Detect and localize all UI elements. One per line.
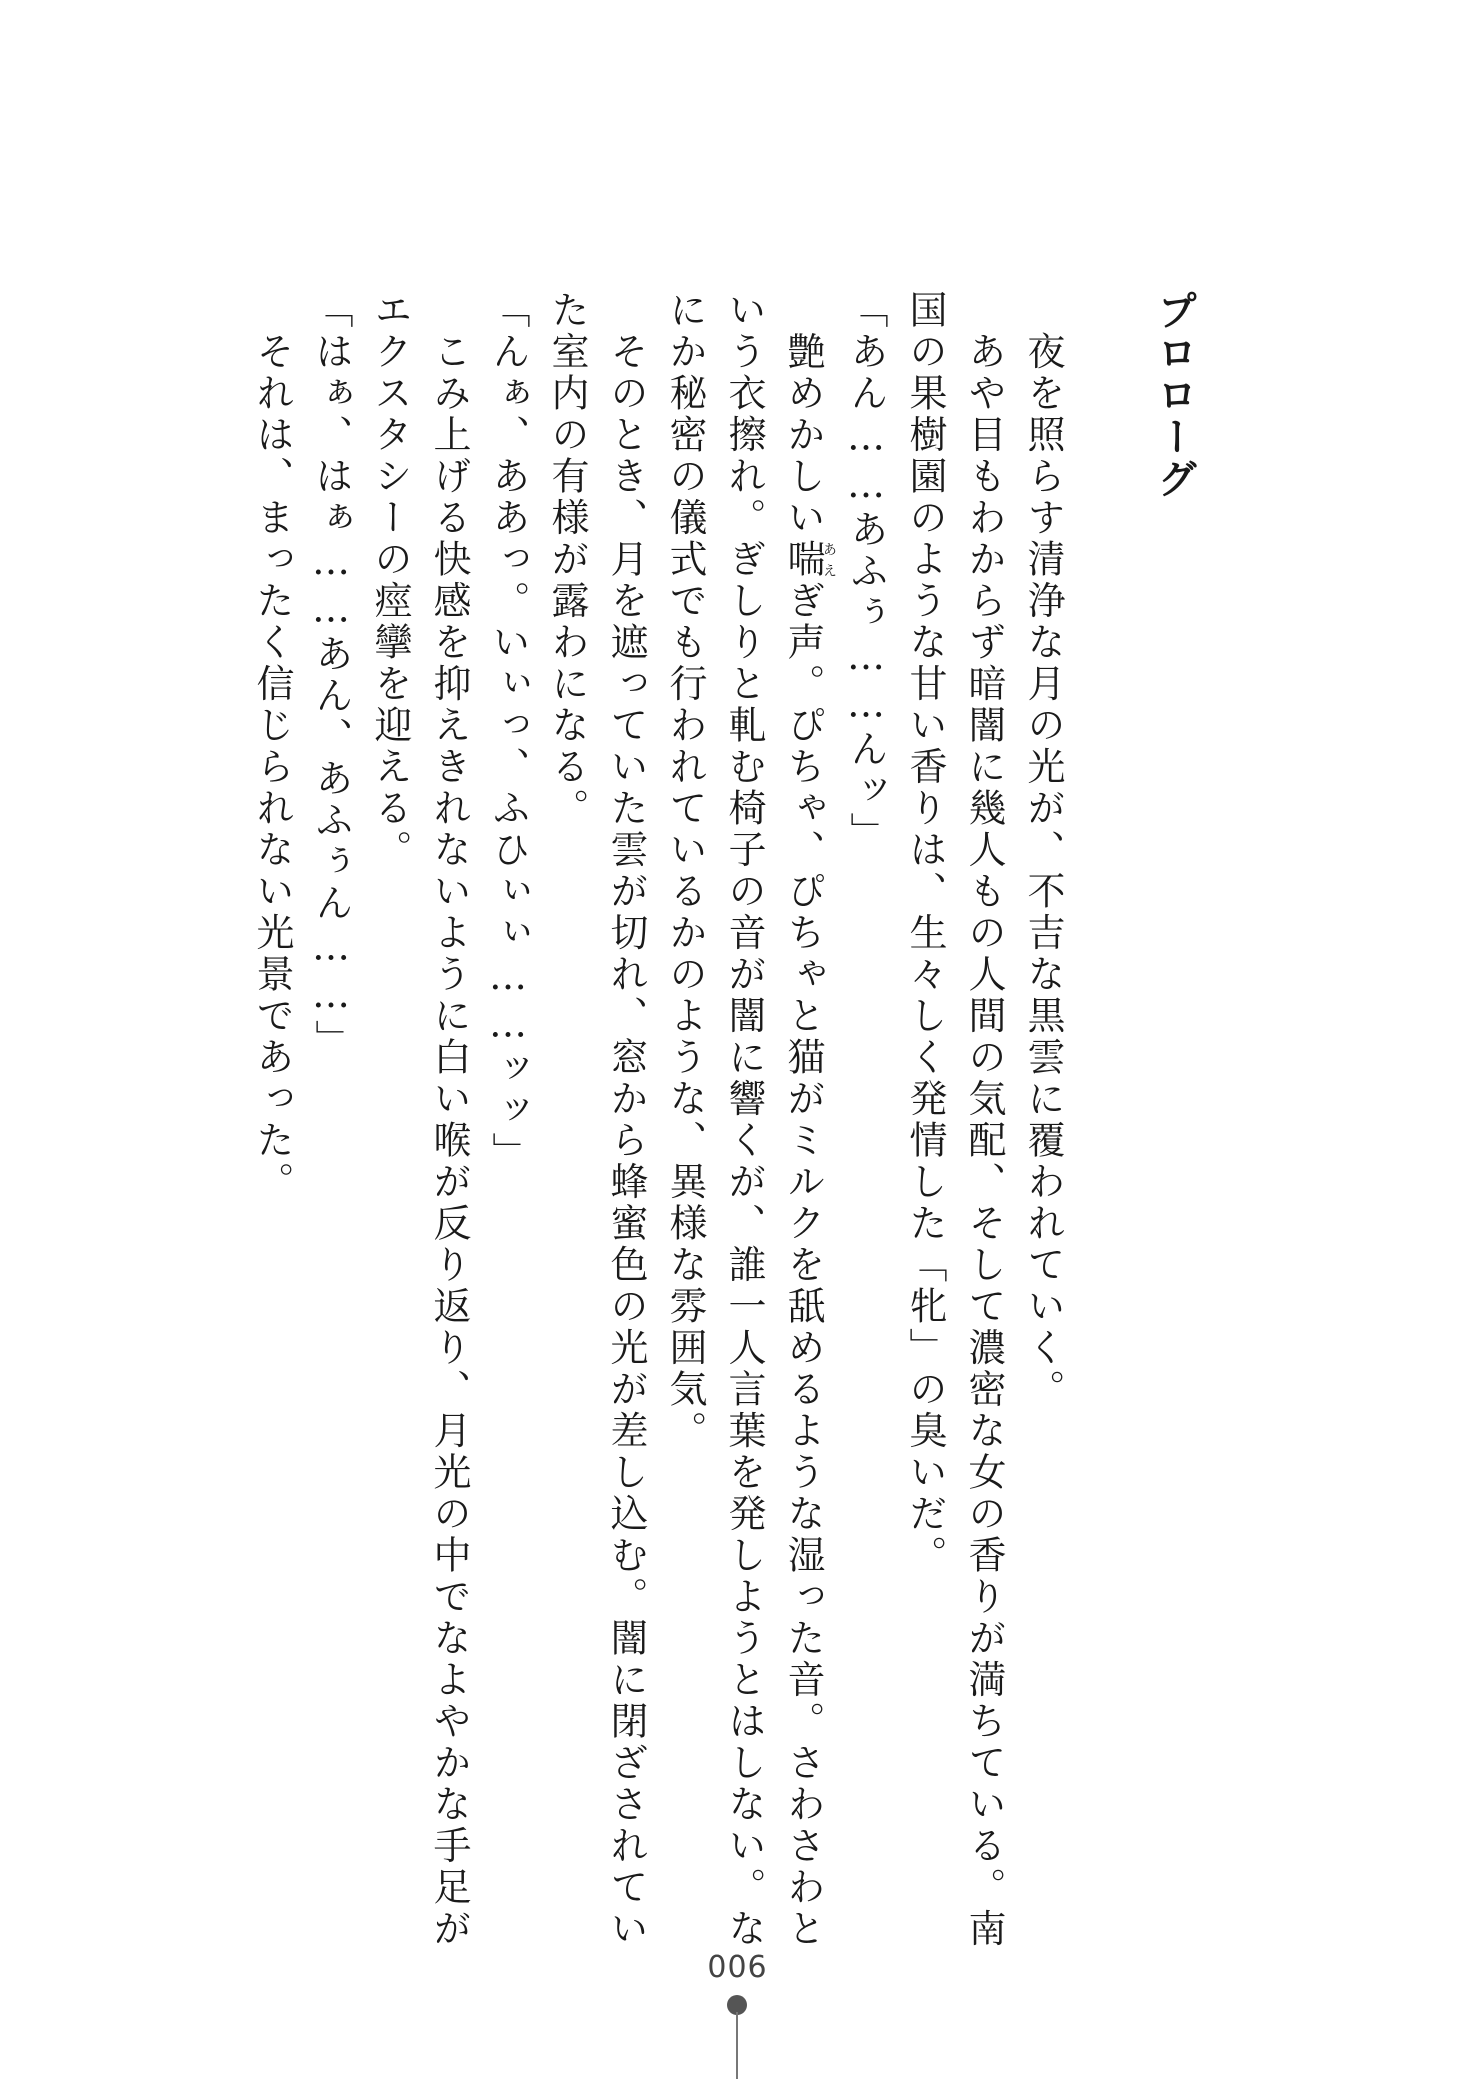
- ruby-base: 喘: [781, 539, 825, 581]
- text-line-10: 「んぁ、ああっ。いぃっ、ふひぃぃ……ッッ」: [486, 290, 530, 1174]
- page-marker-line: [736, 2012, 738, 2079]
- ruby-reading: あえ: [821, 539, 837, 581]
- text-line-4: 「あん……あふぅ……んッ」: [844, 290, 888, 854]
- text-line-7: にか秘密の儀式でも行われているかのような、異様な雰囲気。: [663, 290, 707, 1452]
- text-line-3: 国の果樹園のような甘い香りは、生々しく発情した「牝」の臭いだ。: [903, 290, 947, 1577]
- text-line-5-pre: 艶めかしい: [781, 290, 825, 539]
- text-line-2: あや目もわからず暗闇に幾人もの人間の気配、そして濃密な女の香りが満ちている。南: [962, 290, 1006, 1950]
- text-line-6: いう衣擦れ。ぎしりと軋む椅子の音が闇に響くが、誰一人言葉を発しようとはしない。な: [722, 290, 766, 1950]
- text-line-13: 「はぁ、はぁ……あん、あふぅん……」: [309, 290, 353, 1061]
- text-line-12: エクスタシーの痙攣を迎える。: [368, 290, 412, 871]
- text-line-8: そのとき、月を遮っていた雲が切れ、窓から蜂蜜色の光が差し込む。闇に閉ざされてい: [604, 290, 648, 1950]
- text-line-9: た室内の有様が露わになる。: [545, 290, 589, 830]
- chapter-title: プロローグ: [1151, 290, 1197, 500]
- page-number: 006: [707, 1950, 768, 1985]
- text-line-5-post: ぎ声。ぴちゃ、ぴちゃと猫がミルクを舐めるような湿った音。さわさわと: [781, 580, 825, 1950]
- body-text: [242, 290, 1203, 1950]
- text-line-5: [773, 290, 837, 1950]
- text-line-1: 夜を照らす清浄な月の光が、不吉な黒雲に覆われていく。: [1021, 290, 1065, 1411]
- text-line-14: それは、まったく信じられない光景であった。: [250, 290, 294, 1203]
- ruby-annotation: [781, 539, 837, 581]
- text-line-11: こみ上げる快感を抑えきれないように白い喉が反り返り、月光の中でなよやかな手足が: [427, 290, 471, 1950]
